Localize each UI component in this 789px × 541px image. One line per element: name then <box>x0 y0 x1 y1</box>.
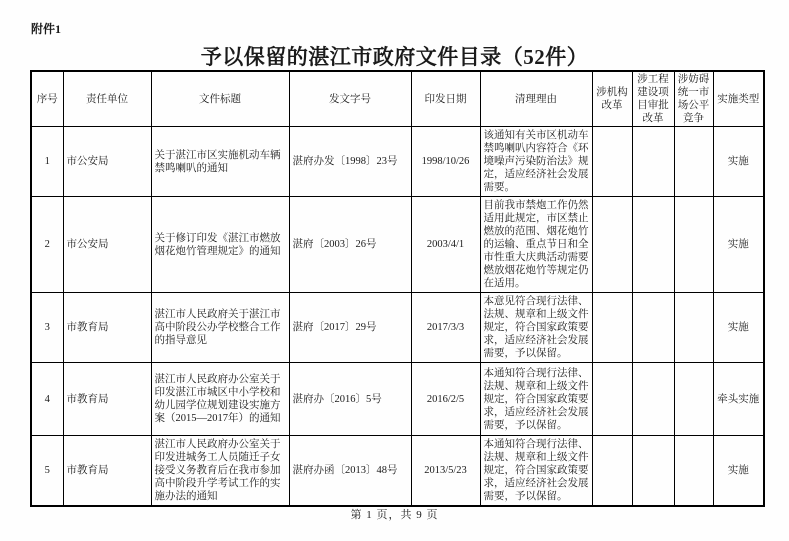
table-row <box>31 197 764 293</box>
cell-seq: 4 <box>31 363 63 436</box>
col-header-reason: 清理理由 <box>480 71 592 127</box>
cell-doc-number: 湛府〔2003〕26号 <box>289 197 411 293</box>
cell-seq: 3 <box>31 293 63 363</box>
document-table <box>30 70 765 507</box>
col-header-doc-title: 文件标题 <box>151 71 289 127</box>
cell-impl-type: 牵头实施 <box>713 363 764 436</box>
cell-fair-competition <box>674 293 713 363</box>
cell-doc-title: 湛江市人民政府办公室关于印发湛江市城区中小学校和幼儿园学位规划建设实施方案（2015—2017年）的通知 <box>151 363 289 436</box>
cell-seq: 5 <box>31 436 63 507</box>
cell-issue-date: 2016/2/5 <box>411 363 480 436</box>
col-header-org-reform: 涉机构改革 <box>592 71 632 127</box>
cell-seq: 1 <box>31 127 63 197</box>
cell-reason: 该通知有关市区机动车禁鸣喇叭内容符合《环境噪声污染防治法》规定，适应经济社会发展需要。 <box>480 127 592 197</box>
col-header-issue-date: 印发日期 <box>411 71 480 127</box>
cell-project-reform <box>632 436 674 507</box>
cell-org-reform <box>592 127 632 197</box>
cell-doc-number: 湛府〔2017〕29号 <box>289 293 411 363</box>
cell-doc-title: 关于湛江市区实施机动车辆禁鸣喇叭的通知 <box>151 127 289 197</box>
table-row <box>31 363 764 436</box>
cell-unit: 市教育局 <box>63 363 151 436</box>
cell-fair-competition <box>674 436 713 507</box>
cell-impl-type: 实施 <box>713 436 764 507</box>
cell-issue-date: 2017/3/3 <box>411 293 480 363</box>
cell-issue-date: 2013/5/23 <box>411 436 480 507</box>
cell-unit: 市教育局 <box>63 436 151 507</box>
cell-reason: 本意见符合现行法律、法规、规章和上级文件规定，符合国家政策要求，适应经济社会发展需要，予以保留。 <box>480 293 592 363</box>
table-row <box>31 293 764 363</box>
cell-project-reform <box>632 293 674 363</box>
cell-impl-type: 实施 <box>713 197 764 293</box>
cell-unit: 市公安局 <box>63 197 151 293</box>
cell-doc-number: 湛府办函〔2013〕48号 <box>289 436 411 507</box>
cell-unit: 市教育局 <box>63 293 151 363</box>
cell-reason: 本通知符合现行法律、法规、规章和上级文件规定，符合国家政策要求，适应经济社会发展需要，予以保留。 <box>480 436 592 507</box>
cell-impl-type: 实施 <box>713 127 764 197</box>
cell-fair-competition <box>674 127 713 197</box>
cell-issue-date: 1998/10/26 <box>411 127 480 197</box>
page-number: 第 1 页，共 9 页 <box>350 509 439 521</box>
cell-doc-number: 湛府办〔2016〕5号 <box>289 363 411 436</box>
page-title: 予以保留的湛江市政府文件目录（52件） <box>200 45 589 69</box>
attachment-label: 附件1 <box>31 22 62 36</box>
col-header-fair-competition: 涉妨碍统一市场公平竞争 <box>674 71 713 127</box>
cell-fair-competition <box>674 197 713 293</box>
col-header-seq: 序号 <box>31 71 63 127</box>
cell-doc-title: 湛江市人民政府办公室关于印发进城务工人员随迁子女接受义务教育后在我市参加高中阶段升学考试工作的实施办法的通知 <box>151 436 289 507</box>
cell-impl-type: 实施 <box>713 293 764 363</box>
cell-org-reform <box>592 363 632 436</box>
cell-project-reform <box>632 127 674 197</box>
cell-doc-title: 湛江市人民政府关于湛江市高中阶段公办学校整合工作的指导意见 <box>151 293 289 363</box>
table-header-row <box>31 71 764 127</box>
cell-org-reform <box>592 197 632 293</box>
col-header-impl-type: 实施类型 <box>713 71 764 127</box>
cell-doc-title: 关于修订印发《湛江市燃放烟花炮竹管理规定》的通知 <box>151 197 289 293</box>
cell-project-reform <box>632 363 674 436</box>
col-header-project-reform: 涉工程建设项目审批改革 <box>632 71 674 127</box>
table-row <box>31 127 764 197</box>
cell-doc-number: 湛府办发〔1998〕23号 <box>289 127 411 197</box>
cell-org-reform <box>592 293 632 363</box>
table-row <box>31 436 764 507</box>
cell-org-reform <box>592 436 632 507</box>
cell-unit: 市公安局 <box>63 127 151 197</box>
col-header-doc-number: 发文字号 <box>289 71 411 127</box>
cell-seq: 2 <box>31 197 63 293</box>
cell-issue-date: 2003/4/1 <box>411 197 480 293</box>
cell-project-reform <box>632 197 674 293</box>
cell-reason: 本通知符合现行法律、法规、规章和上级文件规定，符合国家政策要求，适应经济社会发展需要，予以保留。 <box>480 363 592 436</box>
cell-reason: 目前我市禁炮工作仍然适用此规定，市区禁止燃放的范围、烟花炮竹的运输、重点节日和全市性重大庆典活动需要燃放烟花炮竹等规定仍在适用。 <box>480 197 592 293</box>
cell-fair-competition <box>674 363 713 436</box>
col-header-unit: 责任单位 <box>63 71 151 127</box>
